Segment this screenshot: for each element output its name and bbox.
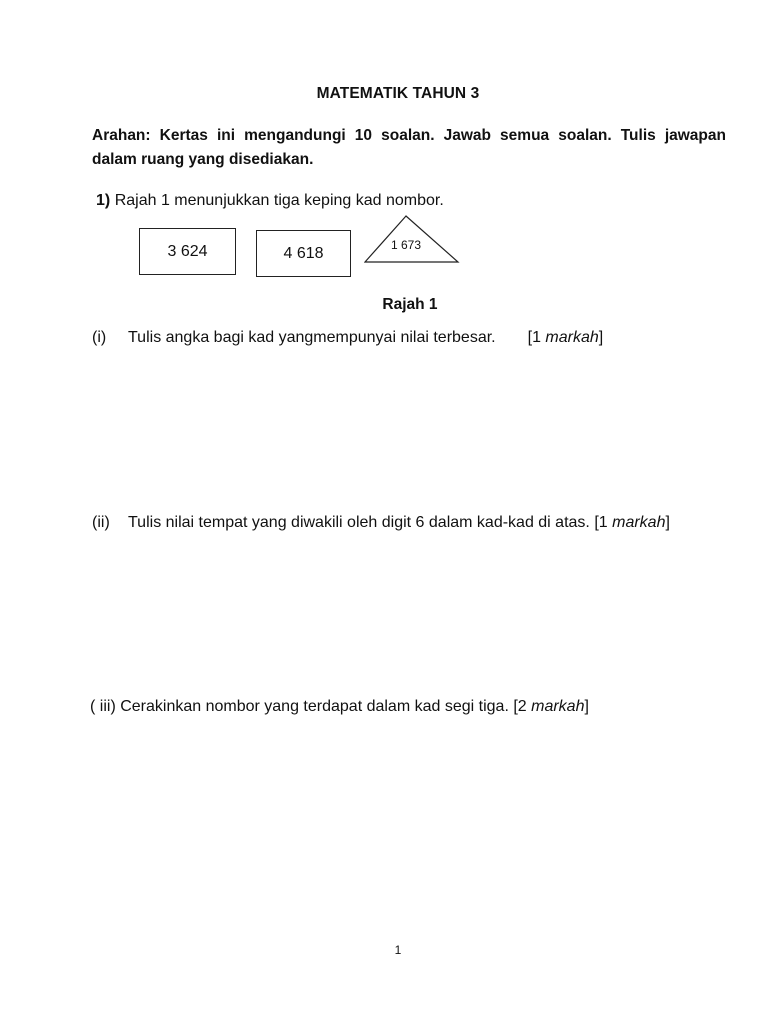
page-title: MATEMATIK TAHUN 3 — [316, 85, 480, 102]
mark-open: [1 — [527, 329, 546, 346]
part-marker: (i) — [92, 329, 107, 346]
mark-close: ] — [584, 698, 589, 715]
mark-close: ] — [665, 514, 670, 531]
part-text: Tulis nilai tempat yang diwakili oleh digit 6 dalam kad-kad di atas. — [128, 514, 595, 531]
instructions-text: Arahan: Kertas ini mengandungi 10 soalan. Jawab semua soalan. Tulis jawapan dalam ruang yang disediakan. — [92, 127, 726, 168]
mark-word: markah — [545, 329, 599, 346]
question-1-heading — [96, 192, 444, 210]
mark-allocation — [513, 698, 589, 715]
mark-allocation — [594, 514, 670, 531]
part-marker: ( iii) — [90, 698, 116, 715]
part-text: Tulis angka bagi kad yangmempunyai nilai terbesar. — [128, 329, 496, 346]
mark-allocation — [528, 329, 604, 346]
number-card-triangle — [364, 215, 460, 263]
question-part-ii — [92, 514, 670, 532]
card-value: 4 618 — [283, 244, 324, 262]
mark-word: markah — [612, 514, 666, 531]
mark-close: ] — [598, 329, 604, 346]
figure-caption: Rajah 1 — [382, 296, 438, 313]
question-part-iii — [90, 698, 589, 716]
mark-open: [1 — [594, 514, 613, 531]
question-number: 1) — [96, 192, 111, 209]
number-card-rectangle-2 — [256, 230, 351, 277]
part-text: Cerakinkan nombor yang terdapat dalam kad segi tiga. — [115, 698, 514, 715]
question-text: Rajah 1 menunjukkan tiga keping kad nombor. — [114, 192, 444, 209]
page-number: 1 — [394, 943, 402, 957]
mark-open: [2 — [513, 698, 532, 715]
question-part-i — [92, 329, 603, 347]
mark-word: markah — [531, 698, 585, 715]
card-value: 1 673 — [390, 238, 422, 252]
part-marker: (ii) — [92, 514, 110, 531]
number-card-rectangle-1 — [139, 228, 236, 275]
card-value: 3 624 — [167, 242, 208, 260]
